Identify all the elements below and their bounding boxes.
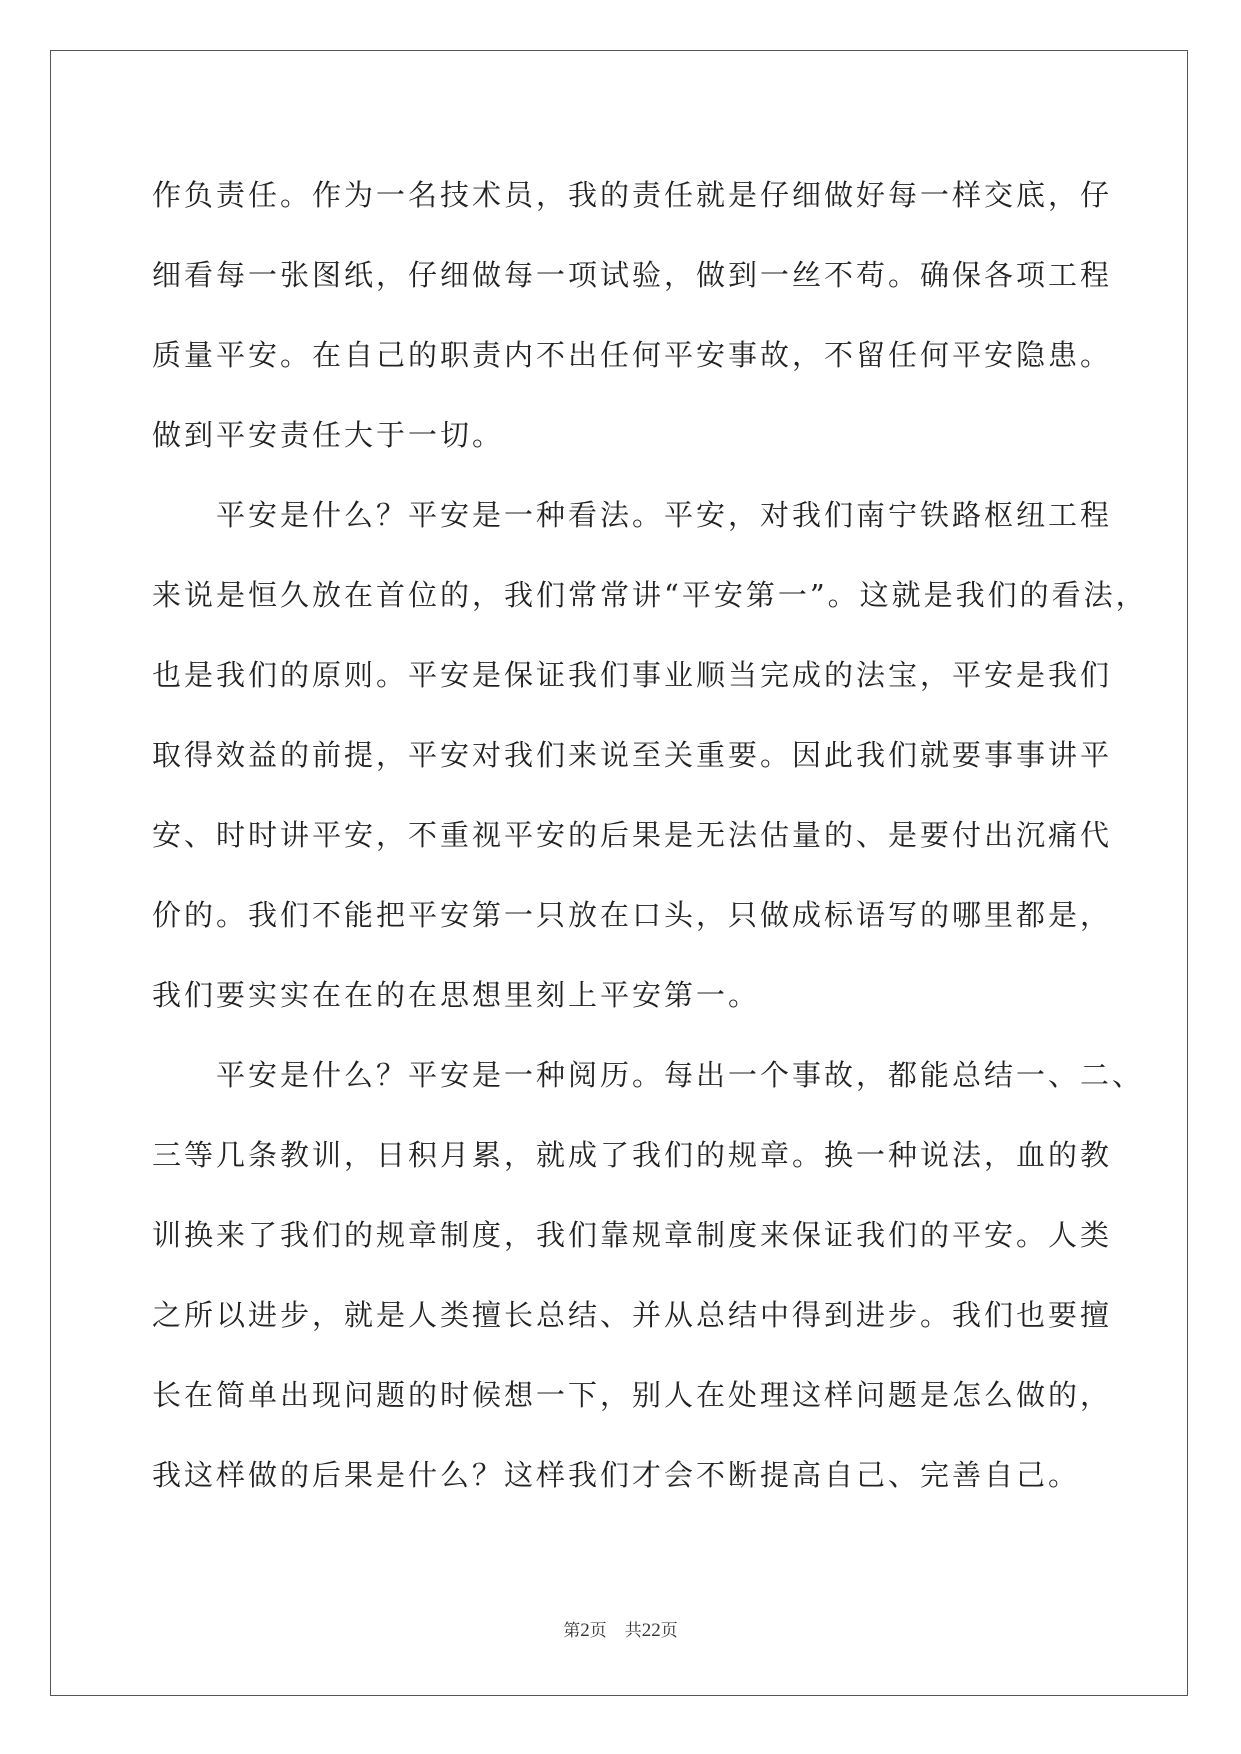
page-suffix: 页: [589, 1621, 607, 1641]
page-prefix: 第: [563, 1621, 581, 1641]
page-number: 2: [580, 1620, 590, 1641]
total-suffix: 页: [660, 1621, 678, 1641]
text-line: 三等几条教训，日积月累，就成了我们的规章。换一种说法，血的教: [152, 1138, 1113, 1172]
total-pages: 22: [641, 1620, 661, 1641]
text-line: 细看每一张图纸，仔细做每一项试验，做到一丝不苟。确保各项工程: [152, 258, 1113, 292]
document-body: [152, 155, 1148, 1515]
text-line: 也是我们的原则。平安是保证我们事业顺当完成的法宝，平安是我们: [152, 658, 1113, 692]
text-line: 价的。我们不能把平安第一只放在口头，只做成标语写的哪里都是，: [152, 898, 1113, 932]
text-line: 平安是什么？平安是一种看法。平安，对我们南宁铁路枢纽工程: [152, 498, 1113, 532]
text-line: 取得效益的前提，平安对我们来说至关重要。因此我们就要事事讲平: [152, 738, 1113, 772]
page-footer: [0, 1616, 1241, 1642]
text-line: 之所以进步，就是人类擅长总结、并从总结中得到进步。我们也要擅: [152, 1298, 1113, 1332]
text-line: 平安是什么？平安是一种阅历。每出一个事故，都能总结一、二、: [152, 1058, 1145, 1092]
text-line: 做到平安责任大于一切。: [152, 418, 505, 452]
text-line: 来说是恒久放在首位的，我们常常讲“平安第一”。这就是我们的看法，: [152, 578, 1148, 612]
text-line: 我这样做的后果是什么？这样我们才会不断提高自己、完善自己。: [152, 1458, 1081, 1492]
text-line: 质量平安。在自己的职责内不出任何平安事故，不留任何平安隐患。: [152, 338, 1113, 372]
text-line: 我们要实实在在的在思想里刻上平安第一。: [152, 978, 761, 1012]
text-line: 长在简单出现问题的时候想一下，别人在处理这样问题是怎么做的，: [152, 1378, 1113, 1412]
text-line: 安、时时讲平安，不重视平安的后果是无法估量的、是要付出沉痛代: [152, 818, 1113, 852]
text-line: 训换来了我们的规章制度，我们靠规章制度来保证我们的平安。人类: [152, 1218, 1113, 1252]
text-line: 作负责任。作为一名技术员，我的责任就是仔细做好每一样交底，仔: [152, 178, 1113, 212]
total-prefix: 共: [624, 1621, 642, 1641]
